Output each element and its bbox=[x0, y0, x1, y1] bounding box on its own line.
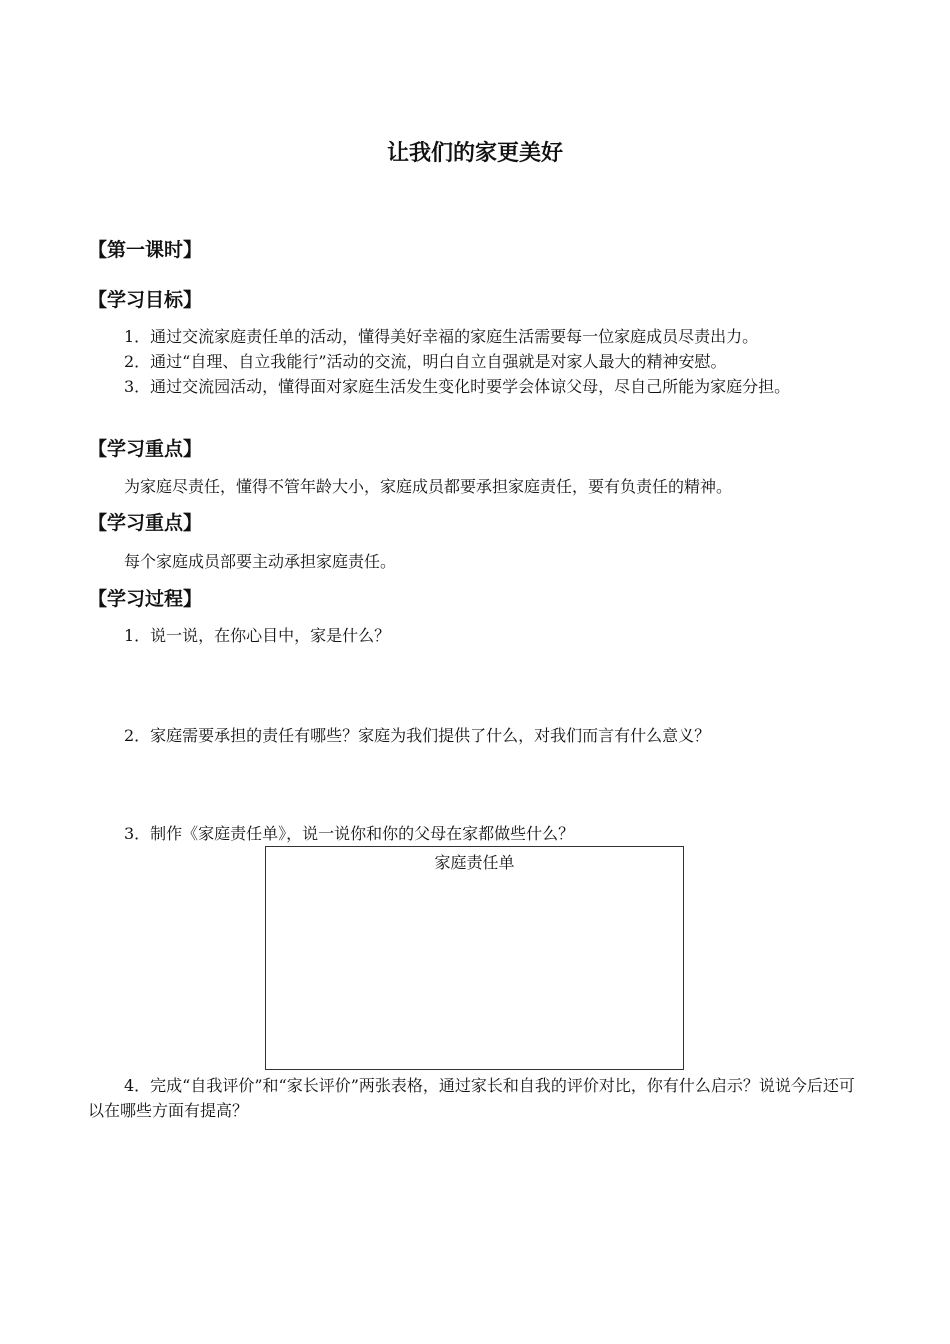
process-question-1: 1．说一说，在你心目中，家是什么？ bbox=[124, 626, 391, 645]
key-points-text: 为家庭尽责任，懂得不管年龄大小，家庭成员都要承担家庭责任，要有负责任的精神。 bbox=[124, 477, 733, 496]
process-question-3: 3．制作《家庭责任单》，说一说你和你的父母在家都做些什么？ bbox=[124, 824, 575, 843]
process-question-2: 2．家庭需要承担的责任有哪些？家庭为我们提供了什么，对我们而言有什么意义？ bbox=[124, 726, 711, 745]
key-points-heading: 【学习重点】 bbox=[88, 438, 203, 460]
key-points-2-text: 每个家庭成员部要主动承担家庭责任。 bbox=[124, 552, 397, 571]
objective-item-2: 2．通过“自理、自立我能行”活动的交流，明白自立自强就是对家人最大的精神安慰。 bbox=[124, 352, 727, 371]
objective-item-1: 1．通过交流家庭责任单的活动，懂得美好幸福的家庭生活需要每一位家庭成员尽责出力。 bbox=[124, 327, 759, 346]
family-responsibility-label: 家庭责任单 bbox=[434, 853, 515, 872]
objective-item-3: 3．通过交流园活动，懂得面对家庭生活发生变化时要学会体谅父母，尽自己所能为家庭分担。 bbox=[124, 377, 791, 396]
family-responsibility-box bbox=[265, 846, 684, 1070]
page-title: 让我们的家更美好 bbox=[386, 141, 563, 166]
lesson-heading: 【第一课时】 bbox=[88, 239, 203, 261]
process-heading: 【学习过程】 bbox=[88, 588, 203, 610]
process-question-4: 4．完成“自我评价”和“家长评价”两张表格，通过家长和自我的评价对比，你有什么启示？说说今后还可以在哪些方面有提高？ bbox=[88, 1076, 855, 1120]
key-points-2-heading: 【学习重点】 bbox=[88, 512, 203, 534]
objectives-heading: 【学习目标】 bbox=[88, 289, 203, 311]
